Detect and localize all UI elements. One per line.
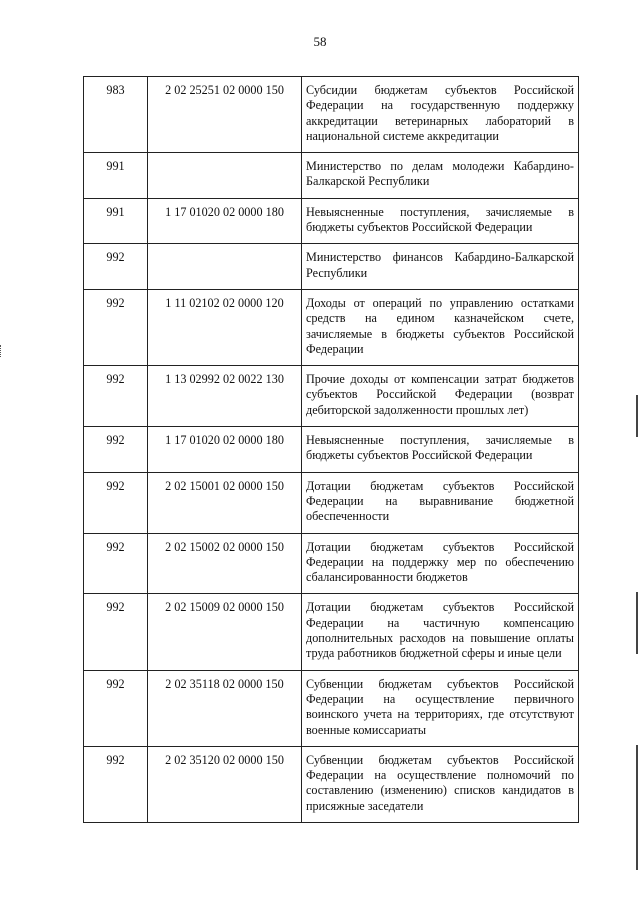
revenue-name-cell: Министерство по делам молодежи Кабардино-Балкарской Республики: [302, 153, 579, 199]
admin-code-cell: 992: [84, 533, 148, 594]
admin-code-cell: 992: [84, 746, 148, 822]
table-row: [84, 289, 579, 365]
page-number: 58: [313, 34, 327, 49]
table-row: [84, 472, 579, 533]
admin-code-cell: 992: [84, 289, 148, 365]
revenue-code-cell: 1 11 02102 02 0000 120: [148, 289, 302, 365]
revenue-code-cell: 2 02 25251 02 0000 150: [148, 77, 302, 153]
scan-artifact-right-1: [636, 395, 638, 437]
revenue-code-cell: 2 02 15009 02 0000 150: [148, 594, 302, 670]
revenue-code-cell: [148, 153, 302, 199]
scan-artifact-left: [0, 345, 5, 357]
admin-code-cell: 992: [84, 594, 148, 670]
admin-code-cell: 983: [84, 77, 148, 153]
revenue-code-cell: 1 13 02992 02 0022 130: [148, 366, 302, 427]
revenue-code-cell: [148, 244, 302, 290]
table-row: [84, 670, 579, 746]
scan-artifact-right-2: [636, 592, 638, 654]
revenue-code-cell: 1 17 01020 02 0000 180: [148, 427, 302, 473]
table-row: [84, 594, 579, 670]
table-row: [84, 746, 579, 822]
table-row: [84, 198, 579, 244]
table-row: [84, 244, 579, 290]
revenue-name-cell: Доходы от операций по управлению остатками средств на едином казначейском счете, зачисляемые в бюджеты субъектов Российской Федерации: [302, 289, 579, 365]
revenue-name-cell: Невыясненные поступления, зачисляемые в бюджеты субъектов Российской Федерации: [302, 427, 579, 473]
revenue-code-cell: 2 02 35120 02 0000 150: [148, 746, 302, 822]
table-row: [84, 427, 579, 473]
revenue-name-cell: Субвенции бюджетам субъектов Российской Федерации на осуществление первичного воинского учета на территориях, где отсутствуют военные комиссариаты: [302, 670, 579, 746]
revenue-code-cell: 2 02 35118 02 0000 150: [148, 670, 302, 746]
revenue-name-cell: Дотации бюджетам субъектов Российской Федерации на частичную компенсацию дополнительных расходов на повышение оплаты труда работников бюджетной сферы и иные цели: [302, 594, 579, 670]
revenue-name-cell: Субсидии бюджетам субъектов Российской Федерации на государственную поддержку аккредитации ветеринарных лабораторий в национальной системе аккредитации: [302, 77, 579, 153]
table-row: [84, 366, 579, 427]
revenue-name-cell: Прочие доходы от компенсации затрат бюджетов субъектов Российской Федерации (возврат дебиторской задолженности прошлых лет): [302, 366, 579, 427]
revenue-name-cell: Субвенции бюджетам субъектов Российской Федерации на осуществление полномочий по составлению (изменению) списков кандидатов в присяжные заседатели: [302, 746, 579, 822]
revenue-name-cell: Дотации бюджетам субъектов Российской Федерации на поддержку мер по обеспечению сбалансированности бюджетов: [302, 533, 579, 594]
revenue-code-cell: 2 02 15001 02 0000 150: [148, 472, 302, 533]
revenue-name-cell: Министерство финансов Кабардино-Балкарской Республики: [302, 244, 579, 290]
revenue-name-cell: Дотации бюджетам субъектов Российской Федерации на выравнивание бюджетной обеспеченности: [302, 472, 579, 533]
admin-code-cell: 992: [84, 670, 148, 746]
revenue-classification-table: [83, 76, 579, 823]
scan-artifact-right-3: [636, 745, 638, 870]
revenue-code-cell: 1 17 01020 02 0000 180: [148, 198, 302, 244]
admin-code-cell: 992: [84, 472, 148, 533]
admin-code-cell: 992: [84, 244, 148, 290]
table-row: [84, 153, 579, 199]
revenue-name-cell: Невыясненные поступления, зачисляемые в бюджеты субъектов Российской Федерации: [302, 198, 579, 244]
admin-code-cell: 992: [84, 366, 148, 427]
revenue-code-cell: 2 02 15002 02 0000 150: [148, 533, 302, 594]
admin-code-cell: 992: [84, 427, 148, 473]
admin-code-cell: 991: [84, 153, 148, 199]
table-row: [84, 533, 579, 594]
admin-code-cell: 991: [84, 198, 148, 244]
table-row: [84, 77, 579, 153]
